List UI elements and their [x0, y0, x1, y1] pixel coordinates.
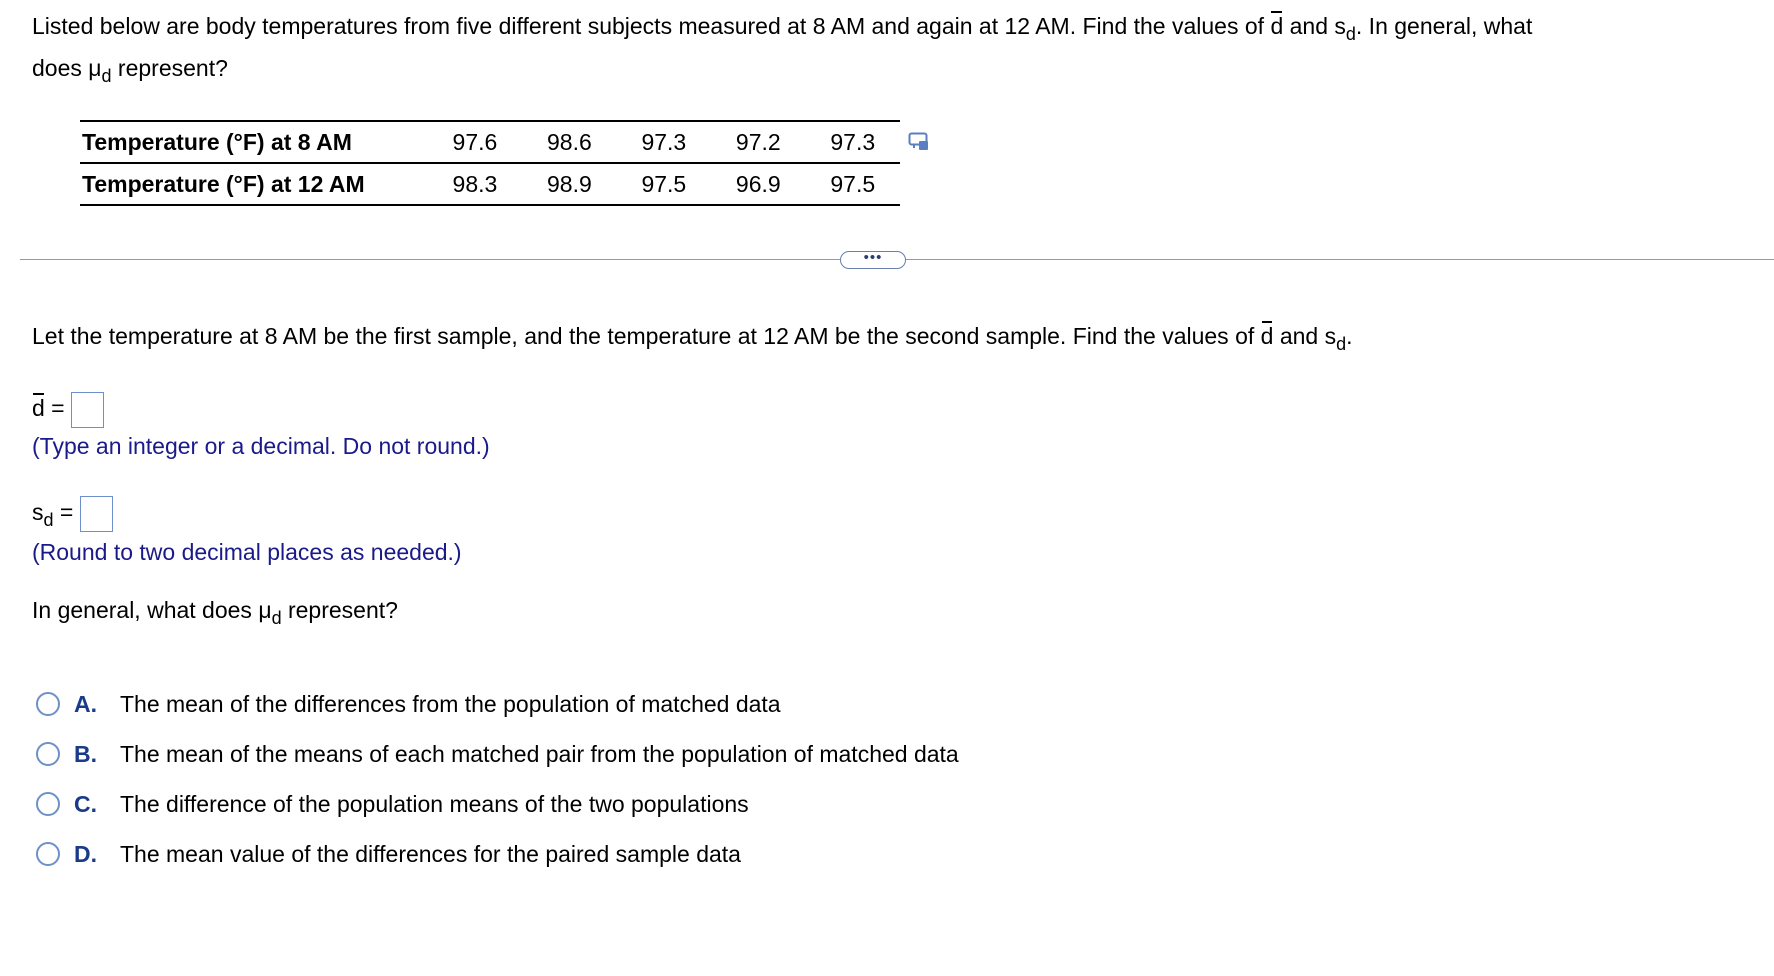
option-text: The mean of the means of each matched pair from the population of matched data — [120, 740, 959, 767]
option-b[interactable] — [36, 738, 959, 770]
table-cell: 97.5 — [641, 170, 687, 197]
table-cell: 97.6 — [452, 128, 498, 155]
option-letter: D. — [74, 840, 97, 867]
table-cell: 97.3 — [830, 128, 876, 155]
d-bar-symbol: d — [1270, 13, 1284, 39]
question-text-end: . In general, what — [1355, 13, 1533, 39]
question-represent: represent? — [111, 55, 228, 81]
option-letter: C. — [74, 790, 97, 817]
radio-button[interactable] — [36, 742, 60, 766]
table-cell: 98.3 — [452, 170, 498, 197]
radio-button[interactable] — [36, 792, 60, 816]
question-mu: does μ — [32, 55, 102, 81]
table-cell: 98.6 — [547, 128, 592, 155]
question-and: and s — [1283, 13, 1346, 39]
option-text: The mean value of the differences for the paired sample data — [120, 840, 741, 867]
option-d[interactable] — [36, 838, 741, 870]
subscript-d: d — [1336, 334, 1347, 354]
subscript-d: d — [101, 66, 112, 86]
question-text: Listed below are body temperatures from five different subjects measured at 8 AM and again at 12 AM. Find the values of — [32, 13, 1271, 39]
dbar-hint: (Type an integer or a decimal. Do not round.) — [32, 433, 490, 459]
option-letter: B. — [74, 740, 97, 767]
option-text: The difference of the population means of the two populations — [120, 790, 749, 817]
row-header: Temperature (°F) at 12 AM — [82, 170, 365, 197]
table-cell: 97.5 — [830, 170, 876, 197]
mu-question-end: represent? — [281, 597, 398, 623]
subscript-d: d — [271, 608, 282, 628]
instruction-text — [32, 322, 1353, 352]
mu-question-text: In general, what does μ — [32, 597, 272, 623]
option-letter: A. — [74, 690, 97, 717]
option-text: The mean of the differences from the population of matched data — [120, 690, 781, 717]
question-line-1 — [32, 12, 1532, 42]
option-a[interactable] — [36, 688, 781, 720]
radio-button[interactable] — [36, 842, 60, 866]
table-row — [80, 162, 900, 204]
radio-button[interactable] — [36, 692, 60, 716]
question-line-2 — [32, 54, 228, 84]
sd-input[interactable] — [80, 496, 113, 532]
option-c[interactable] — [36, 788, 749, 820]
s-symbol: s — [32, 499, 44, 526]
copy-data-icon[interactable] — [908, 132, 930, 152]
d-bar-symbol: d — [1260, 323, 1274, 349]
d-bar-symbol: d — [32, 395, 45, 422]
instruction-end: . — [1346, 323, 1353, 349]
equals-sign: = — [53, 499, 74, 526]
table-cell: 97.3 — [641, 128, 687, 155]
row-header: Temperature (°F) at 8 AM — [82, 128, 352, 155]
subscript-d: d — [43, 510, 54, 531]
temperature-table — [80, 120, 900, 206]
table-cell: 96.9 — [735, 170, 781, 197]
mu-question — [32, 596, 398, 626]
table-row — [80, 122, 900, 162]
dbar-answer-row — [32, 392, 104, 428]
table-cell: 98.9 — [547, 170, 592, 197]
dbar-input[interactable] — [71, 392, 104, 428]
more-options-button[interactable]: ••• — [840, 251, 906, 269]
sd-hint: (Round to two decimal places as needed.) — [32, 539, 462, 565]
instruction-and: and s — [1273, 323, 1337, 349]
instruction-part: Let the temperature at 8 AM be the first sample, and the temperature at 12 AM be the second sample. Find the values of — [32, 323, 1261, 349]
table-cell: 97.2 — [735, 128, 781, 155]
equals-sign: = — [44, 395, 65, 422]
subscript-d: d — [1345, 24, 1356, 44]
sd-answer-row — [32, 496, 113, 532]
